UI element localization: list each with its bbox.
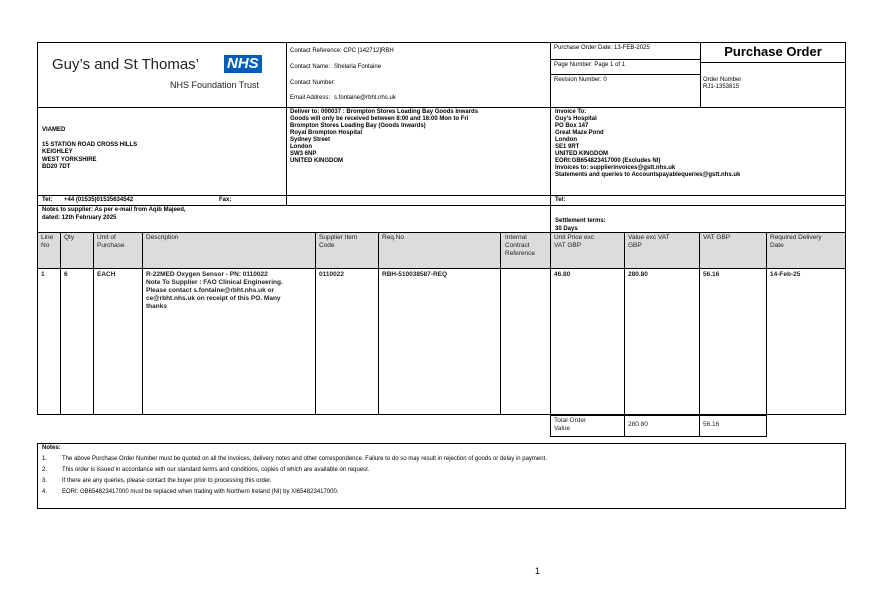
contact-name-label: Contact Name:: [290, 64, 331, 70]
order-number: RJ1-1353815: [703, 84, 740, 90]
note-number: 4.: [42, 489, 48, 495]
header-qty: Qty: [64, 234, 75, 241]
contact-email: s.fontaine@rbht.nhs.uk: [334, 95, 396, 101]
cell-unit-price: 46.80: [554, 271, 571, 278]
header-description: Description: [146, 234, 179, 241]
contact-name: Shelaria Fontaine: [334, 64, 382, 70]
total-vat: 56.16: [703, 421, 720, 428]
invoice-address: Invoice To: Guy's Hospital PO Box 147 Great Maze Pond London SE1 9RT UNITED KINGDOM EORI:GB654823417000 (Excludes NI) Invoices to: supplierinvoices@gstt.nhs.uk Statements and queries to Accountspayablequeries@gstt.nhs.uk: [555, 109, 741, 178]
cell-unit: EACH: [97, 271, 116, 278]
email-label: Email Address:: [290, 95, 331, 101]
delivery-address: Deliver to: 000037 : Brompton Stores Loading Bay Goods Inwards Goods will only be received between 8:00 and 16:00 Mon to Fri Brompton Stores Loading Bay (Goods Inwards) Royal Brompton Hospital Sydney Street London SW3 6NP UNITED KINGDOM: [290, 109, 479, 164]
supplier-fax-label: Fax:: [219, 197, 232, 203]
header-delivery-date: Required Delivery Date: [770, 234, 822, 249]
cell-req-no: RBH-510038587-REQ: [382, 271, 448, 278]
header-value: Value exc VAT GBP: [628, 234, 670, 249]
nhs-logo: NHS: [224, 55, 262, 73]
contact-reference: Contact Reference: CPC [142712]RBH: [290, 48, 394, 54]
supplier-tel: +44 (01535)01535634542: [64, 197, 134, 203]
total-value: 280.80: [628, 421, 648, 428]
contact-number-label: Contact Number:: [290, 80, 336, 86]
trust-subtitle: NHS Foundation Trust: [170, 80, 260, 90]
notes-title: Notes:: [42, 445, 61, 451]
cell-qty: 6: [64, 271, 68, 278]
trust-name: Guy’s and St Thomas’: [52, 56, 200, 73]
supplier-tel-label: Tel:: [42, 197, 53, 203]
purchase-order-frame: [37, 42, 846, 415]
header-vat: VAT GBP: [703, 234, 731, 241]
note-text: The above Purchase Order Number must be quoted on all the invoices, delivery notes and other correspondence. Failure to do so may result in rejection of goods or delay in payment.: [62, 456, 547, 462]
cell-value: 280.80: [628, 271, 648, 278]
header-line-no: Line No: [41, 234, 54, 249]
cell-line: 1: [41, 271, 45, 278]
cell-description: R-22MED Oxygen Sensor - PN: 0110022 Note To Supplier : FAO Clinical Engineering. Please contact s.fontaine@rbht.nhs.uk or ce@rbht.nhs.uk on receipt of this PO. Many thanks: [146, 271, 283, 310]
note-number: 1.: [42, 456, 48, 462]
header-contract-ref: Internal Contract Reference: [505, 234, 535, 257]
revision-number: Revision Number: 0: [554, 77, 607, 83]
order-date: Purchase Order Date: 13-FEB-2025: [554, 45, 650, 51]
notes-box: [37, 443, 846, 509]
cell-vat: 56.16: [703, 271, 720, 278]
page-count: Page Number: Page 1 of 1: [554, 62, 626, 68]
note-text: This order is issued in accordance with our standard terms and conditions, copies of which are available on request.: [62, 467, 370, 473]
cell-item-code: 0110022: [319, 271, 344, 278]
note-text: EORI: GB654823417000 must be replaced when trading with Northern Ireland (NI) by XI654823417000.: [62, 489, 339, 495]
settlement-terms: Settlement terms: 30 Days: [555, 218, 606, 232]
header-unit-price: Unit Price exc VAT GBP: [554, 234, 595, 249]
document-title: Purchase Order: [724, 44, 822, 59]
note-number: 2.: [42, 467, 48, 473]
note-text: If there are any queries, please contact the buyer prior to processing this order.: [62, 478, 272, 484]
invoice-tel-label: Tel:: [555, 197, 566, 203]
order-number-label: Order Number: [703, 77, 742, 83]
note-number: 3.: [42, 478, 48, 484]
header-req-no: Req.No: [382, 234, 405, 241]
notes-to-supplier: Notes to supplier: As per e-mail from Aqib Majeed, dated: 12th February 2025: [42, 207, 186, 221]
total-label: Total Order Value: [554, 417, 587, 432]
supplier-address: VIAMED 15 STATION ROAD CROSS HILLS KEIGHLEY WEST YORKSHIRE BD20 7DT: [42, 127, 138, 170]
page-number: 1: [535, 566, 541, 576]
header-unit: Unit of Purchase: [97, 234, 125, 249]
header-item-code: Supplier Item Code: [319, 234, 358, 249]
cell-delivery-date: 14-Feb-25: [770, 271, 801, 278]
